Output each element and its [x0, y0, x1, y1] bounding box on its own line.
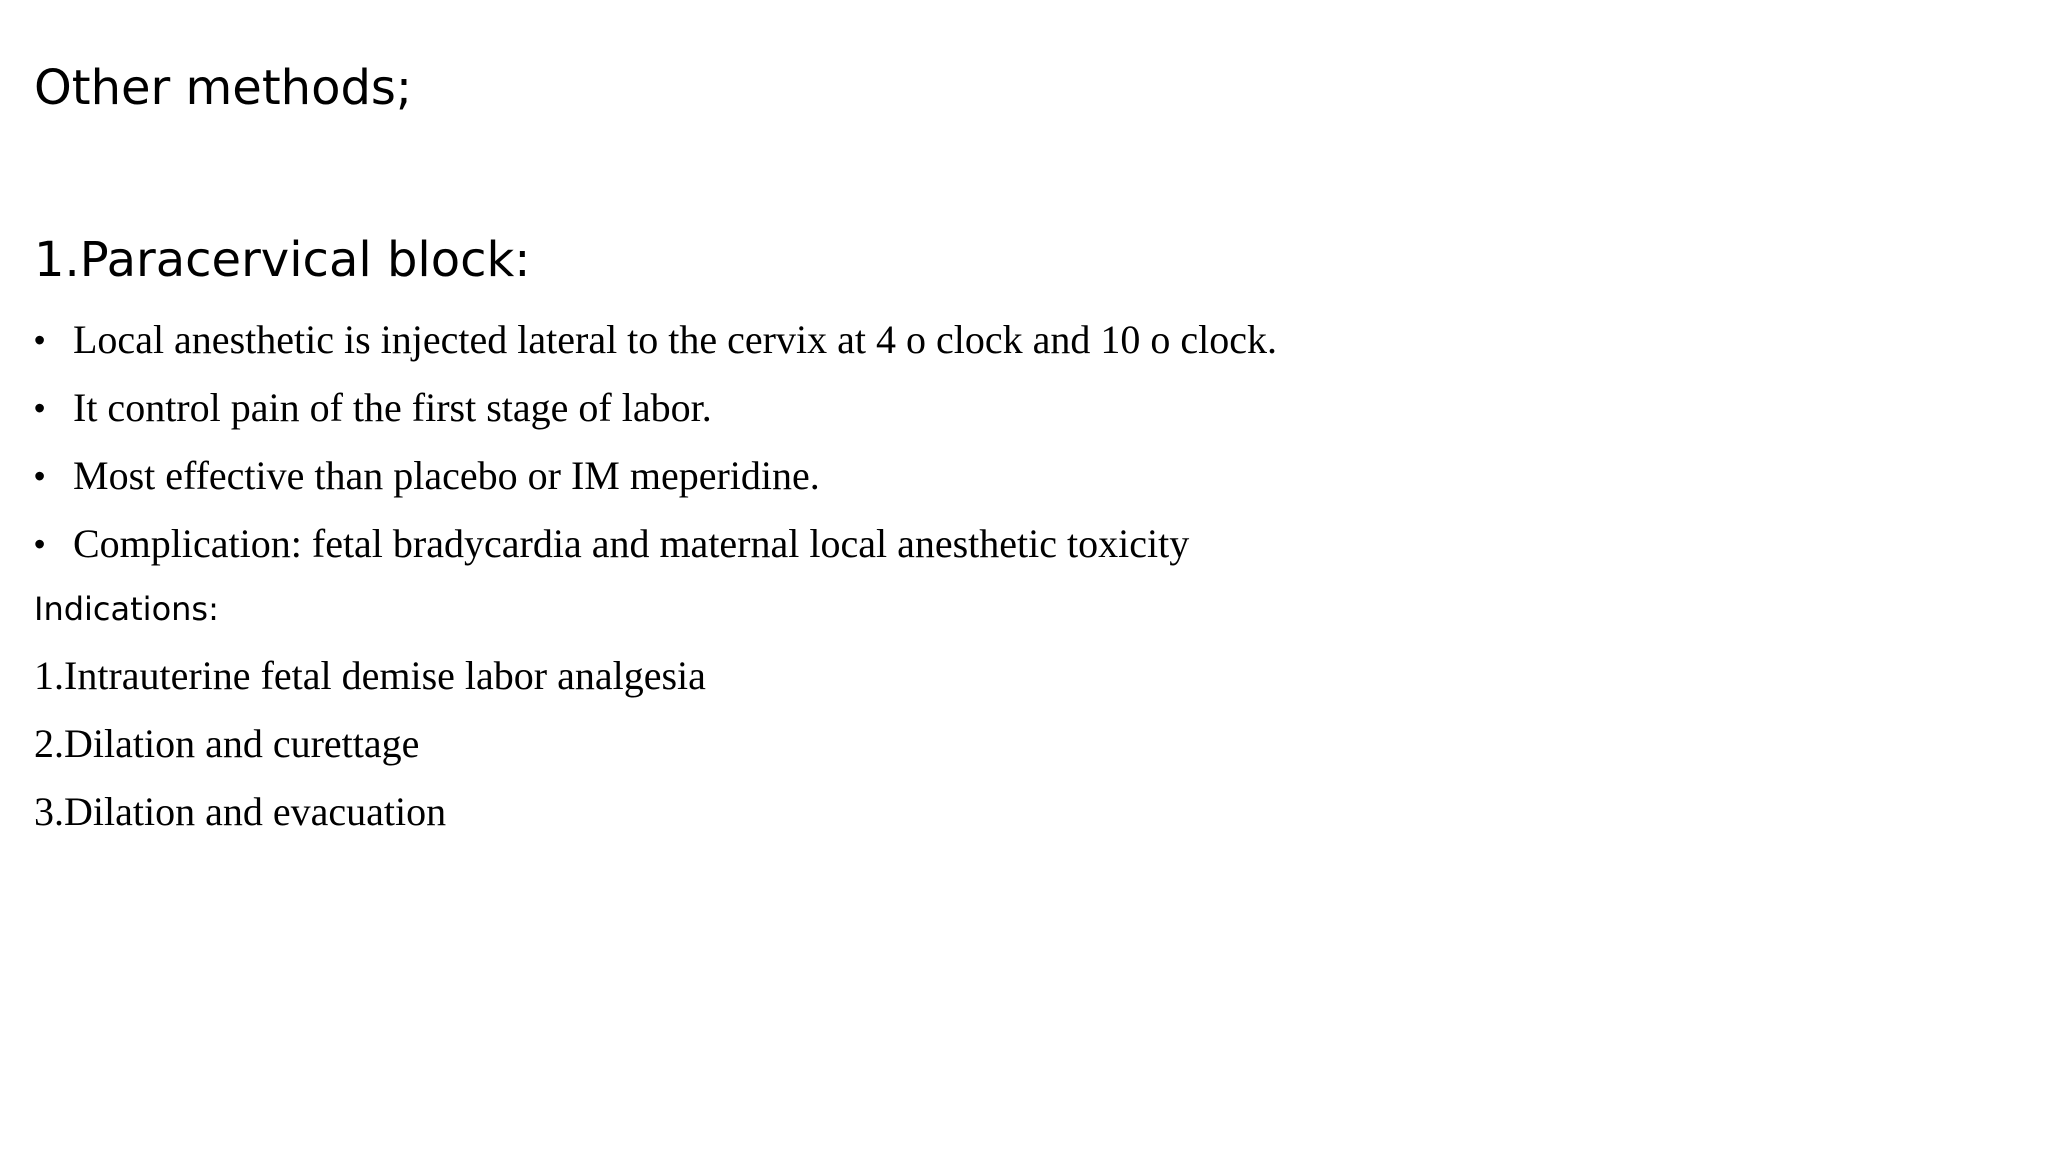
bullet-icon: •: [34, 526, 46, 562]
indication-item: 3.Dilation and evacuation: [34, 789, 447, 834]
slide-title: Other methods;: [34, 60, 413, 116]
indications-list: [34, 648, 706, 852]
indication-item: 1.Intrauterine fetal demise labor analgesia: [34, 653, 706, 698]
bullet-list: [34, 312, 1277, 584]
bullet-icon: •: [34, 390, 46, 426]
bullet-text: Complication: fetal bradycardia and maternal local anesthetic toxicity: [73, 521, 1190, 566]
bullet-text: Most effective than placebo or IM meperidine.: [73, 453, 820, 498]
bullet-text: Local anesthetic is injected lateral to the cervix at 4 o clock and 10 o clock.: [73, 317, 1277, 362]
bullet-icon: •: [34, 458, 46, 494]
bullet-item: [34, 516, 1277, 584]
bullet-item: [34, 448, 1277, 516]
indication-item: 2.Dilation and curettage: [34, 721, 420, 766]
indications-label: Indications:: [34, 590, 219, 628]
bullet-text: It control pain of the first stage of labor.: [73, 385, 712, 430]
bullet-icon: •: [34, 322, 46, 358]
section-heading: 1.Paracervical block:: [34, 232, 531, 288]
bullet-item: [34, 312, 1277, 380]
bullet-item: [34, 380, 1277, 448]
